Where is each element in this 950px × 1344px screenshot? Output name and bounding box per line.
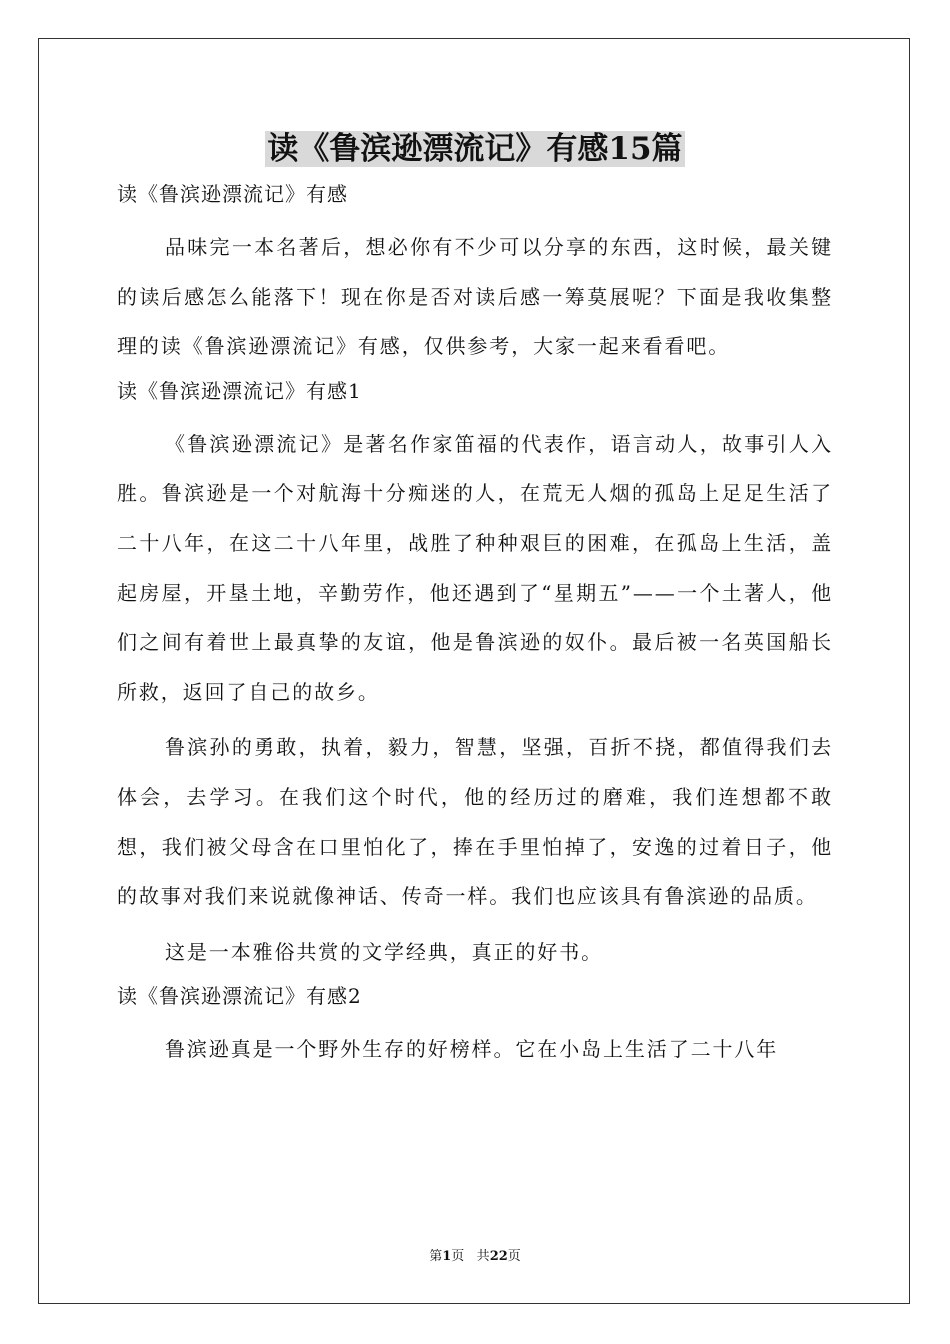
total-pages: 22: [489, 1249, 508, 1264]
page-footer: [0, 1248, 950, 1266]
section-heading: 读《鲁滨逊漂流记》有感2: [117, 984, 362, 1009]
document-body: [117, 122, 833, 1081]
section-1: [117, 378, 833, 978]
total-suffix: 页: [507, 1249, 521, 1264]
paragraph: 品味完一本名著后，想必你有不少可以分享的东西，这时候，最关键的读后感怎么能落下！现在你是否对读后感一筹莫展呢？下面是我收集整理的读《鲁滨逊漂流记》有感，仅供参考，大家一起来看看吧。: [117, 235, 833, 359]
document-title: [117, 122, 833, 176]
total-prefix: 共: [476, 1249, 490, 1264]
section-intro: [117, 181, 833, 372]
document-title-text: 读《鲁滨逊漂流记》有感15篇: [267, 131, 683, 167]
section-heading: 读《鲁滨逊漂流记》有感1: [117, 378, 362, 403]
paragraph: 《鲁滨逊漂流记》是著名作家笛福的代表作，语言动人，故事引人入胜。鲁滨逊是一个对航海十分痴迷的人，在荒无人烟的孤岛上足足生活了二十八年，在这二十八年里，战胜了种种艰巨的困难，在孤岛上生活，盖起房屋，开垦土地，辛勤劳作，他还遇到了“星期五”——一个土著人，他们之间有着世上最真挚的友谊，他是鲁滨逊的奴仆。最后被一名英国船长所救，返回了自己的故乡。: [117, 431, 833, 704]
paragraph: 鲁滨逊真是一个野外生存的好榜样。它在小岛上生活了二十八年: [165, 1037, 779, 1062]
section-heading: 读《鲁滨逊漂流记》有感: [117, 182, 348, 206]
page-prefix: 第: [429, 1249, 443, 1264]
page-suffix: 页: [451, 1249, 465, 1264]
section-2: [117, 983, 833, 1075]
paragraph: 这是一本雅俗共赏的文学经典，真正的好书。: [165, 939, 603, 964]
paragraph: 鲁滨孙的勇敢，执着，毅力，智慧，坚强，百折不挠，都值得我们去体会，去学习。在我们这个时代，他的经历过的磨难，我们连想都不敢想，我们被父母含在口里怕化了，捧在手里怕掉了，安逸的过着日子，他的故事对我们来说就像神话、传奇一样。我们也应该具有鲁滨逊的品质。: [117, 735, 833, 909]
page-number: 1: [442, 1249, 452, 1264]
